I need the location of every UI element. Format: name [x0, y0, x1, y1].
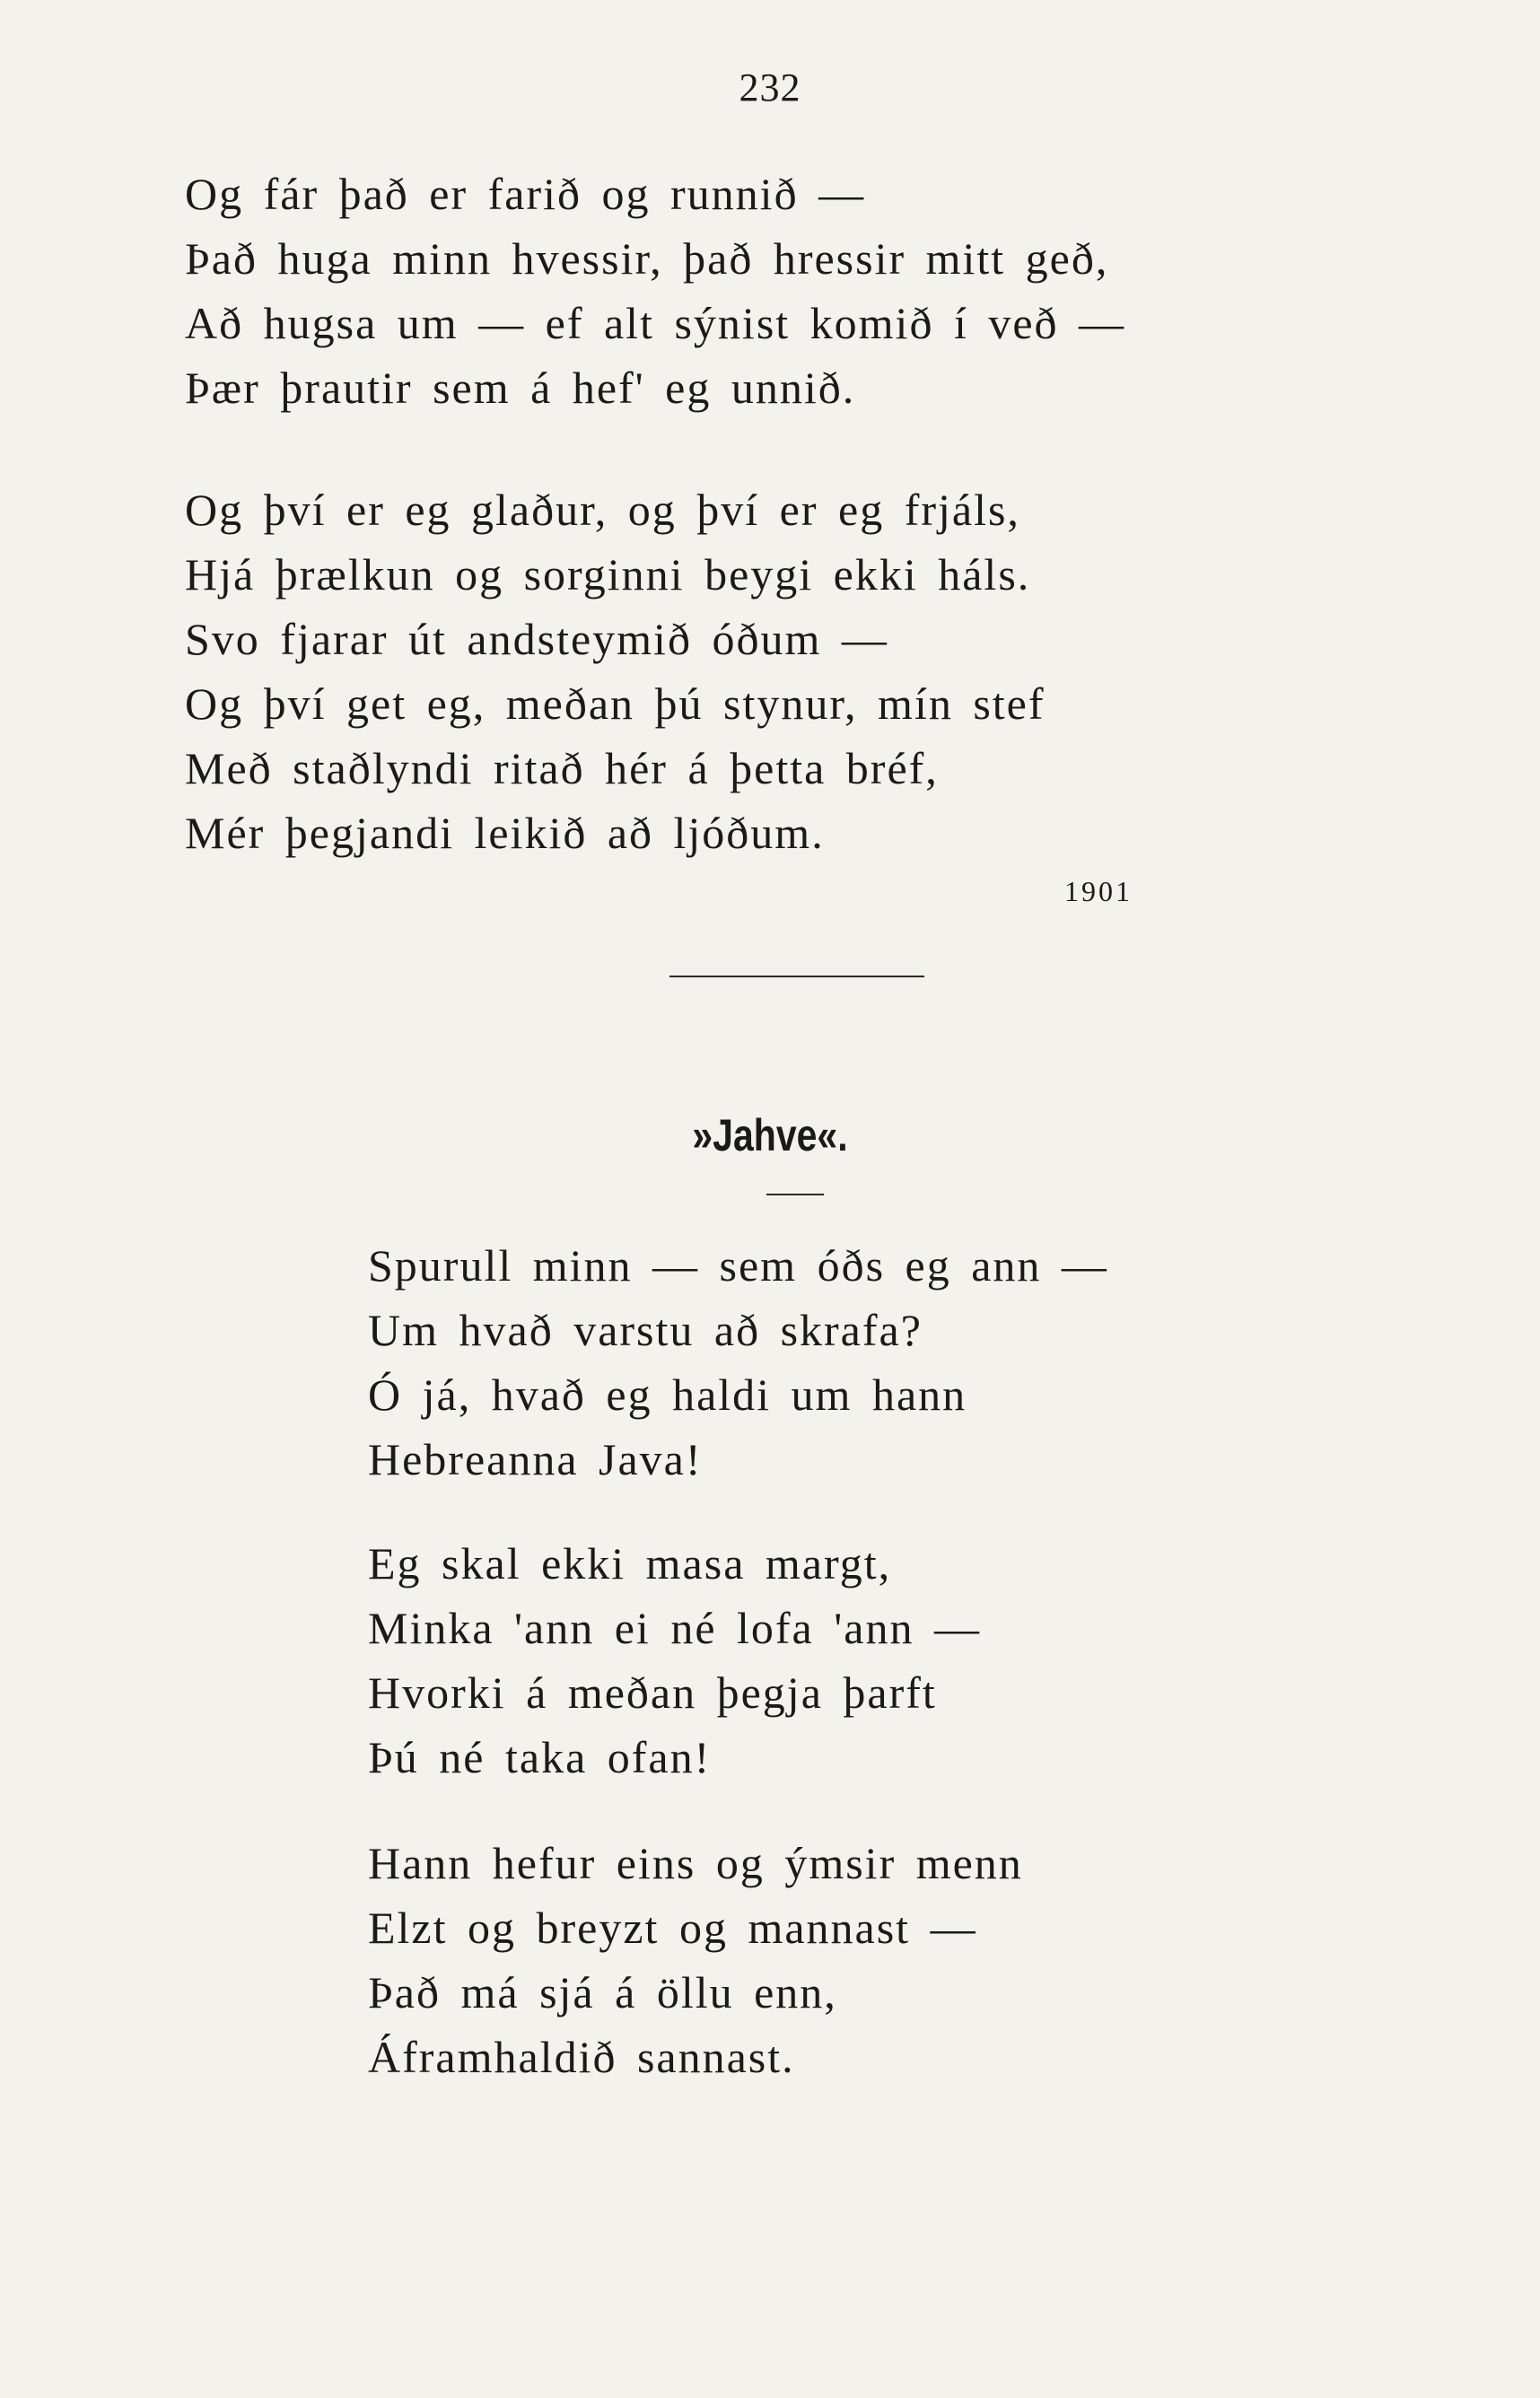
verse-line: Með staðlyndi ritað hér á þetta bréf,: [185, 743, 939, 793]
second-poem-stanza-1: [368, 1233, 1108, 1492]
verse-line: Eg skal ekki masa margt,: [368, 1538, 892, 1588]
verse-line: Elzt og breyzt og mannast —: [368, 1903, 977, 1953]
verse-line: Og fár það er farið og runnið —: [185, 169, 866, 219]
page-number: 232: [739, 66, 801, 109]
verse-line: Ó já, hvað eg haldi um hann: [368, 1370, 967, 1420]
verse-line: Um hvað varstu að skrafa?: [368, 1305, 923, 1355]
verse-line: Mér þegjandi leikið að ljóðum.: [185, 808, 825, 858]
verse-line: Og því get eg, meðan þú stynur, mín stef: [185, 678, 1046, 729]
verse-line: Og því er eg glaður, og því er eg frjáls,: [185, 485, 1020, 535]
verse-line: Hvorki á meðan þegja þarft: [368, 1667, 937, 1718]
verse-line: Að hugsa um — ef alt sýnist komið í veð —: [185, 298, 1126, 348]
verse-line: Minka 'ann ei né lofa 'ann —: [368, 1603, 981, 1653]
section-divider: [669, 976, 924, 977]
verse-line: Svo fjarar út andsteymið óðum —: [185, 614, 888, 664]
poem-title: »Jahve«.: [692, 1110, 848, 1160]
second-poem-stanza-3: [368, 1831, 1023, 2089]
verse-line: Hebreanna Java!: [368, 1434, 703, 1484]
verse-line: Þær þrautir sem á hef' eg unnið.: [185, 363, 856, 413]
first-poem-stanza-2: [185, 477, 1046, 865]
verse-line: Það má sjá á öllu enn,: [368, 1967, 837, 2017]
verse-line: Hann hefur eins og ýmsir menn: [368, 1838, 1023, 1888]
verse-line: Hjá þrælkun og sorginni beygi ekki háls.: [185, 549, 1031, 600]
second-poem-stanza-2: [368, 1531, 981, 1790]
verse-line: Þú né taka ofan!: [368, 1732, 712, 1782]
verse-line: Spurull minn — sem óðs eg ann —: [368, 1240, 1108, 1291]
verse-line: Það huga minn hvessir, það hressir mitt geð,: [185, 233, 1109, 284]
first-poem-stanza-1: [185, 162, 1125, 420]
verse-line: Áframhaldið sannast.: [368, 2032, 795, 2082]
poem-date: 1901: [1064, 875, 1133, 907]
title-divider: [766, 1194, 824, 1195]
